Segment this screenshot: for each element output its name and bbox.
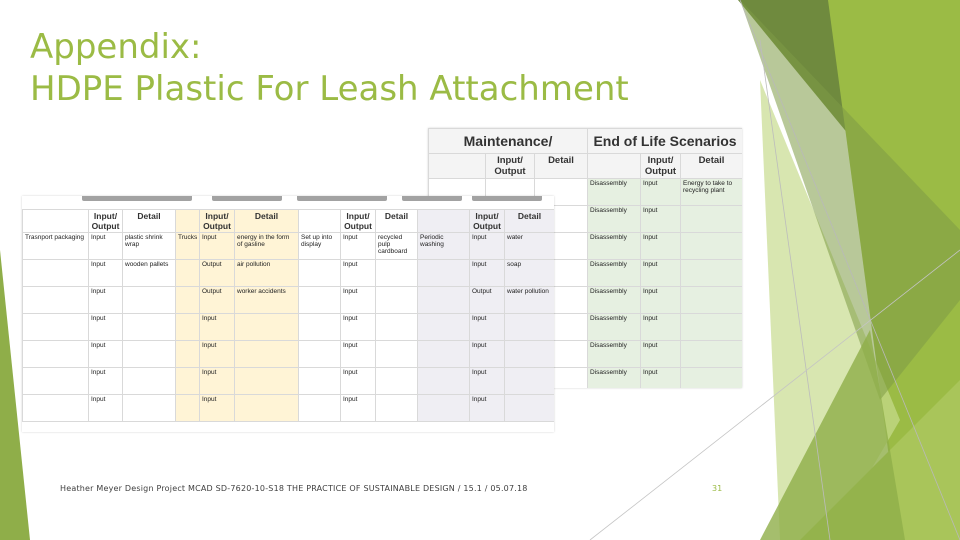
table-cell <box>235 395 299 422</box>
table-cell <box>418 260 470 287</box>
table-cell <box>418 287 470 314</box>
header-input-output: Input/ Output <box>641 154 681 179</box>
table-cell <box>23 341 89 368</box>
table-cell: Input <box>641 341 681 368</box>
table-cell: Output <box>470 287 505 314</box>
section-title-maintenance: Maintenance/ <box>429 129 588 154</box>
header-input-output: Input/ Output <box>89 210 123 233</box>
table-cell <box>505 395 555 422</box>
header-input-output: Input/ Output <box>200 210 235 233</box>
table-cell <box>681 368 743 389</box>
table-cell <box>418 368 470 395</box>
table-cell <box>176 314 200 341</box>
table-cell: Trucks <box>176 233 200 260</box>
table-cell <box>299 287 341 314</box>
table-cell <box>235 368 299 395</box>
footer-text: Heather Meyer Design Project MCAD SD-7620-10-S18 THE PRACTICE OF SUSTAINABLE DESIGN / 15.1 / 05.07.18 <box>60 484 528 493</box>
table-cell: Input <box>200 314 235 341</box>
table-cell: Input <box>470 341 505 368</box>
table-cell <box>376 287 418 314</box>
table-cell <box>123 368 176 395</box>
table-cell: Output <box>200 287 235 314</box>
header-detail: Detail <box>681 154 743 179</box>
table-cell: recycled pulp cardboard <box>376 233 418 260</box>
header-input-output: Input/ Output <box>470 210 505 233</box>
table-cell: Disassembly <box>588 341 641 368</box>
table-cell <box>23 368 89 395</box>
cropped-header-strip <box>22 196 554 209</box>
table-cell <box>123 287 176 314</box>
table-cell <box>376 368 418 395</box>
table-cell: Input <box>341 395 376 422</box>
table-cell: Input <box>641 287 681 314</box>
table-cell: Input <box>341 341 376 368</box>
table-cell <box>23 314 89 341</box>
table-cell <box>176 395 200 422</box>
header-detail: Detail <box>535 154 588 179</box>
table-cell: plastic shrink wrap <box>123 233 176 260</box>
table-cell: Input <box>89 395 123 422</box>
table-cell: Input <box>89 341 123 368</box>
table-cell: water pollution <box>505 287 555 314</box>
table-cell <box>23 395 89 422</box>
table-cell <box>376 341 418 368</box>
table-cell <box>418 395 470 422</box>
header-detail: Detail <box>123 210 176 233</box>
section-title-end-of-life: End of Life Scenarios <box>588 129 743 154</box>
header-input-output: Input/ Output <box>341 210 376 233</box>
table-cell <box>681 206 743 233</box>
table-cell: Disassembly <box>588 368 641 389</box>
table-cell: Input <box>341 260 376 287</box>
table-cell <box>235 314 299 341</box>
table-cell <box>123 395 176 422</box>
table-cell: Input <box>200 395 235 422</box>
table-cell <box>505 368 555 395</box>
header-blank <box>588 154 641 179</box>
table-cell: air pollution <box>235 260 299 287</box>
table-cell: Input <box>341 287 376 314</box>
table-cell: Set up into display <box>299 233 341 260</box>
table-cell: Input <box>470 395 505 422</box>
table-cell: Periodic washing <box>418 233 470 260</box>
table-cell: Input <box>470 260 505 287</box>
header-detail: Detail <box>235 210 299 233</box>
table-cell <box>176 287 200 314</box>
table-cell: Input <box>341 233 376 260</box>
table-cell: Input <box>641 368 681 389</box>
table-cell <box>123 341 176 368</box>
table-cell <box>299 260 341 287</box>
table-row <box>23 341 555 368</box>
table-cell <box>505 314 555 341</box>
table-cell: Input <box>470 233 505 260</box>
table-cell <box>418 314 470 341</box>
header-blank <box>429 154 486 179</box>
title-line-1: Appendix: <box>30 27 202 67</box>
table-row <box>23 368 555 395</box>
table-cell: Input <box>641 179 681 206</box>
table-cell: Input <box>89 233 123 260</box>
table-cell <box>123 314 176 341</box>
table-cell: Input <box>641 314 681 341</box>
table-cell <box>681 341 743 368</box>
table-cell: Disassembly <box>588 233 641 260</box>
table-cell <box>681 233 743 260</box>
table-cell <box>376 395 418 422</box>
header-input-output: Input/ Output <box>486 154 535 179</box>
page-number: 31 <box>712 484 723 493</box>
table-cell <box>681 287 743 314</box>
table-cell: Energy to take to recycling plant <box>681 179 743 206</box>
table-cell: Input <box>641 233 681 260</box>
table-cell: Input <box>341 368 376 395</box>
table-cell: Input <box>89 287 123 314</box>
table-cell <box>681 260 743 287</box>
table-row <box>23 395 555 422</box>
table-row <box>23 314 555 341</box>
table-cell <box>23 287 89 314</box>
table-cell <box>505 341 555 368</box>
table-cell: energy in the form of gasline <box>235 233 299 260</box>
table-cell <box>418 341 470 368</box>
table-cell <box>299 314 341 341</box>
table-cell: wooden pallets <box>123 260 176 287</box>
table-cell: Input <box>89 368 123 395</box>
table-cell: Input <box>641 260 681 287</box>
table-cell: Input <box>200 341 235 368</box>
table-cell: soap <box>505 260 555 287</box>
title-line-2: HDPE Plastic For Leash Attachment <box>30 69 629 109</box>
table-cell: Input <box>200 368 235 395</box>
slide-title <box>30 26 629 110</box>
table-cell <box>176 260 200 287</box>
table-cell <box>376 314 418 341</box>
header-detail: Detail <box>376 210 418 233</box>
table-cell: Disassembly <box>588 260 641 287</box>
table-cell <box>299 341 341 368</box>
table-cell: Input <box>470 368 505 395</box>
table-cell: Output <box>200 260 235 287</box>
table-row <box>23 233 555 260</box>
table-cell: Input <box>641 206 681 233</box>
table-cell <box>299 368 341 395</box>
table-cell: Input <box>470 314 505 341</box>
table-cell: Disassembly <box>588 206 641 233</box>
table-row <box>23 260 555 287</box>
table-cell <box>235 341 299 368</box>
table-cell: worker accidents <box>235 287 299 314</box>
table-cell <box>176 341 200 368</box>
table-cell: Input <box>89 260 123 287</box>
table-cell <box>299 395 341 422</box>
table-cell: Disassembly <box>588 287 641 314</box>
table-cell <box>376 260 418 287</box>
table-cell: Input <box>89 314 123 341</box>
table-cell: Disassembly <box>588 314 641 341</box>
table-cell: Input <box>200 233 235 260</box>
table-cell <box>176 368 200 395</box>
table-cell: Input <box>341 314 376 341</box>
table-cell: Trasnport packaging <box>23 233 89 260</box>
table-cell <box>681 314 743 341</box>
table-cell <box>23 260 89 287</box>
table-cell: water <box>505 233 555 260</box>
table-cell: Disassembly <box>588 179 641 206</box>
table-row <box>23 287 555 314</box>
front-spreadsheet-image <box>22 196 554 432</box>
header-detail: Detail <box>505 210 555 233</box>
